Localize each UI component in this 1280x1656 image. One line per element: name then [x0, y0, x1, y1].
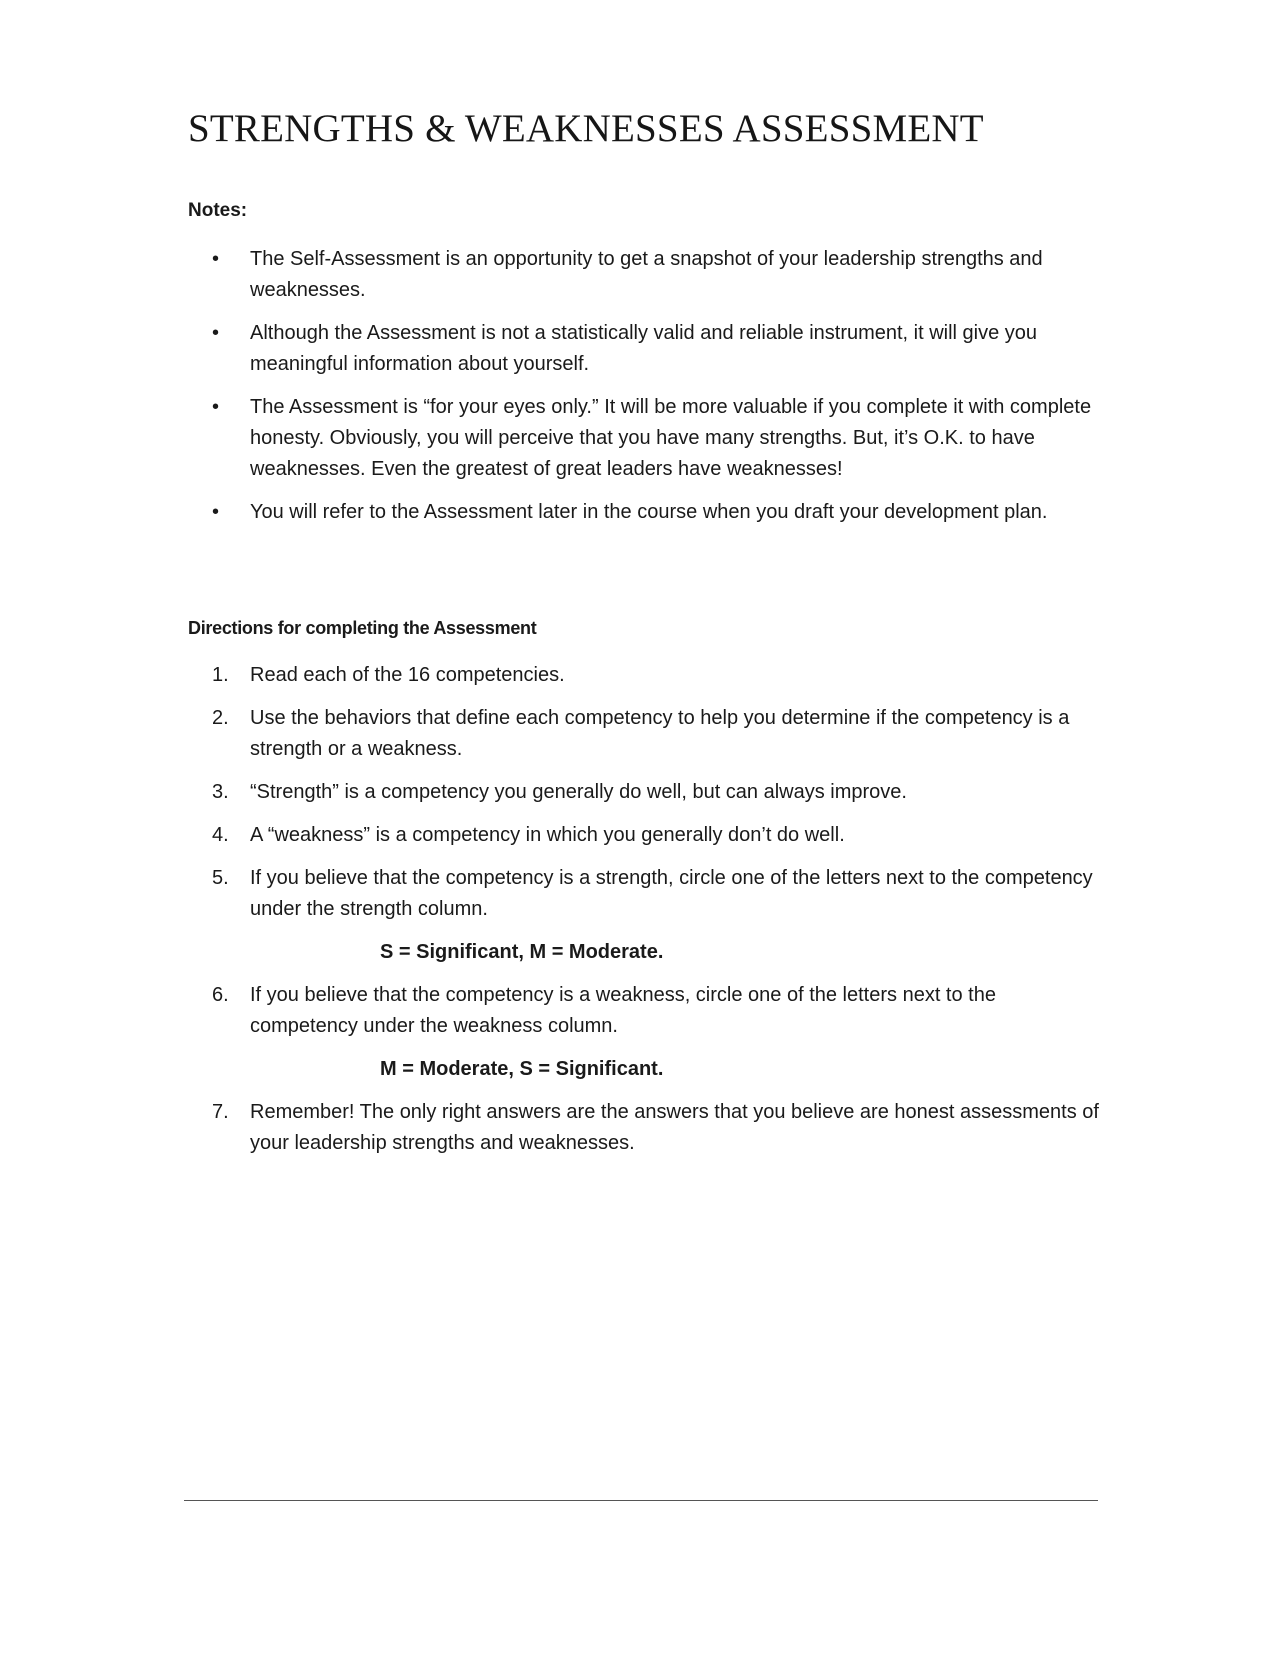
directions-item	[188, 777, 1108, 808]
list-number: 2.	[212, 707, 229, 729]
notes-item	[188, 318, 1108, 380]
notes-item	[188, 244, 1108, 306]
strength-key: S = Significant, M = Moderate.	[380, 941, 664, 963]
notes-item-text: You will refer to the Assessment later in the course when you draft your development plan.	[250, 501, 1048, 523]
directions-item	[188, 980, 1108, 1085]
directions-item	[188, 1097, 1108, 1159]
directions-heading: Directions for completing the Assessment	[188, 618, 537, 638]
directions-item	[188, 820, 1108, 851]
directions-item-text: If you believe that the competency is a weakness, circle one of the letters next to the competency under the weakness column.	[250, 984, 996, 1037]
directions-item	[188, 660, 1108, 691]
bullet-icon: •	[212, 501, 220, 523]
notes-heading: Notes:	[188, 200, 248, 221]
directions-item-text: Use the behaviors that define each competency to help you determine if the competency is a strength or a weakness.	[250, 707, 1070, 760]
directions-list	[188, 660, 1108, 1171]
bullet-icon: •	[212, 322, 220, 344]
list-number: 4.	[212, 824, 229, 846]
list-number: 5.	[212, 867, 229, 889]
bullet-icon: •	[212, 396, 220, 418]
footer-divider	[184, 1500, 1098, 1501]
directions-item-text: A “weakness” is a competency in which you generally don’t do well.	[250, 824, 845, 846]
notes-item-text: Although the Assessment is not a statistically valid and reliable instrument, it will give you meaningful information about yourself.	[250, 322, 1038, 375]
directions-item	[188, 863, 1108, 968]
list-number: 3.	[212, 781, 229, 803]
notes-item	[188, 392, 1108, 485]
list-number: 7.	[212, 1101, 229, 1123]
notes-item-text: The Assessment is “for your eyes only.” It will be more valuable if you complete it with complete honesty. Obviously, you will perceive that you have many strengths. But, it’s O.K. to have weaknesses. Even the greatest of great leaders have weaknesses!	[250, 396, 1092, 480]
directions-item-text: If you believe that the competency is a strength, circle one of the letters next to the competency under the strength column.	[250, 867, 1093, 920]
list-number: 1.	[212, 664, 229, 686]
notes-item-text: The Self-Assessment is an opportunity to get a snapshot of your leadership strengths and weaknesses.	[250, 248, 1043, 301]
directions-item-text: Read each of the 16 competencies.	[250, 664, 565, 686]
weakness-key: M = Moderate, S = Significant.	[380, 1058, 664, 1080]
bullet-icon: •	[212, 248, 220, 270]
directions-item-text: “Strength” is a competency you generally do well, but can always improve.	[250, 781, 907, 803]
page-title: STRENGTHS & WEAKNESSES ASSESSMENT	[188, 107, 984, 150]
notes-item	[188, 497, 1108, 528]
notes-list	[188, 244, 1108, 540]
directions-item-text: Remember! The only right answers are the answers that you believe are honest assessments of your leadership strengths and weaknesses.	[250, 1101, 1099, 1154]
list-number: 6.	[212, 984, 229, 1006]
directions-item	[188, 703, 1108, 765]
